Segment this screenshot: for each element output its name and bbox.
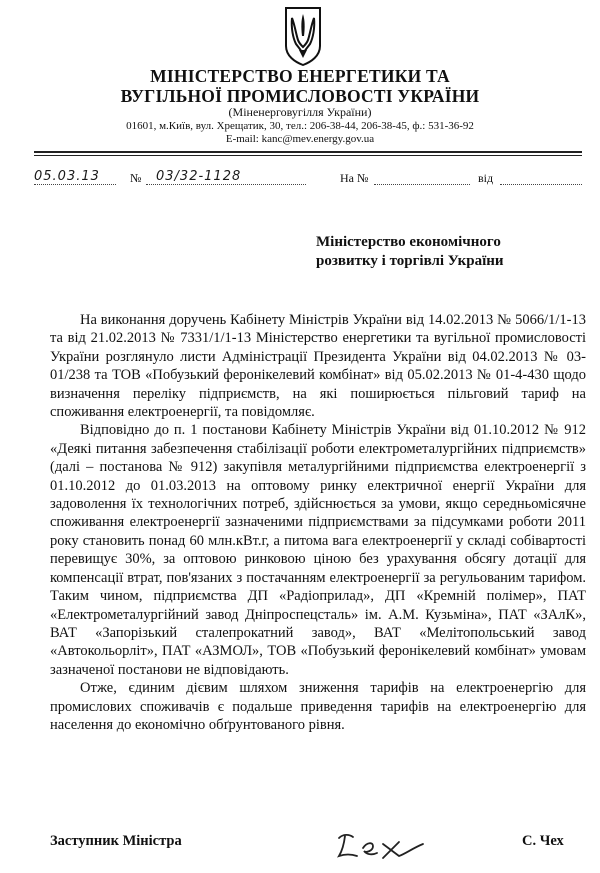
ministry-name-line1: МІНІСТЕРСТВО ЕНЕРГЕТИКИ ТА <box>150 66 450 86</box>
trident-emblem-icon <box>283 6 323 66</box>
body-paragraph-1: На виконання доручень Кабінету Міністрів України від 14.02.2013 № 5066/1/1-13 та від 21.02.2013 № 7331/1/1-13 Міністерство енергетики та вугільної промисловості України розглянуло листи Адміністрації Президента України від 04.02.2013 № 03-01/238 та ТОВ «Побузький феронікелевий комбінат» від 05.02.2013 № 01-4-430 щодо визначення переліку підприємств, на які поширюється пільговий тариф на споживання електроенергії, та повідомляє. <box>50 312 586 421</box>
signatory-position: Заступник Міністра <box>50 833 182 849</box>
ministry-name <box>0 66 600 119</box>
addressee-line2: розвитку і торгівлі України <box>316 253 504 269</box>
addressee <box>316 233 504 271</box>
header-divider <box>34 151 582 153</box>
registration-number: 03/32-1128 <box>156 169 242 184</box>
body-paragraph-2: Відповідно до п. 1 постанови Кабінету Міністрів України від 01.10.2012 № 912 «Деякі питання забезпечення стабілізації роботи електрометалургійних підприємств» (далі – постанова № 912) закупівля металургійними підприємства електроенергії з 01.10.2012 до 01.03.2013 на оптовому ринку електричної енергії України для задоволення їх технологічних потреб, здійснюється за умови, якщо середньомісячне споживання електроенергії зазначеними підприємствами за підсумками роботи 2011 року становить понад 60 млн.кВт.г, а питома вага електроенергії у складі собівартості перевищує 30%, за оптовою ринковою ціною без урахування обсягу дотації для компенсації втрат, пов'язаних з постачанням електроенергії за регульованим тарифом. Таким чином, підприємства ДП «Радіоприлад», ДП «Кремній полімер», ПАТ «Електрометалургійний завод Дніпроспецсталь» ім. А.М. Кузьміна», ПАТ «ЗАлК», ВАТ «Запорізький сталепрокатний завод», ВАТ «Мелітопольський завод «Автокольорліт», ПАТ «АЗМОЛ», ТОВ «Побузький феронікелевий комбінат» умовам зазначеної постанови не відповідають. <box>50 422 586 678</box>
ministry-short-name: (Міненерговугілля України) <box>228 105 372 119</box>
body-paragraph-3: Отже, єдиним дієвим шляхом зниження тарифів на електроенергію для промислових споживачів є подальше приведення тарифів на електроенергію для населення до економічно обґрунтованого рівня. <box>50 680 586 733</box>
header-divider-thin <box>34 155 582 156</box>
ministry-name-line2: ВУГІЛЬНОЇ ПРОМИСЛОВОСТІ УКРАЇНИ <box>120 86 480 106</box>
ministry-contacts <box>0 120 600 146</box>
reply-number-label: На № <box>340 171 369 185</box>
letter-body <box>50 311 586 734</box>
registration-line <box>34 169 582 191</box>
ministry-address: 01601, м.Київ, вул. Хрещатик, 30, тел.: 206-38-44, 206-38-45, ф.: 531-36-92 <box>126 120 474 132</box>
addressee-line1: Міністерство економічного <box>316 234 501 250</box>
registration-no-label: № <box>130 171 142 185</box>
signatory-name: С. Чех <box>522 833 564 849</box>
reply-from-label: від <box>478 171 494 185</box>
registration-date: 05.03.13 <box>34 169 100 184</box>
ministry-email: E-mail: kanc@mev.energy.gov.ua <box>225 133 375 145</box>
handwritten-signature <box>333 824 433 864</box>
